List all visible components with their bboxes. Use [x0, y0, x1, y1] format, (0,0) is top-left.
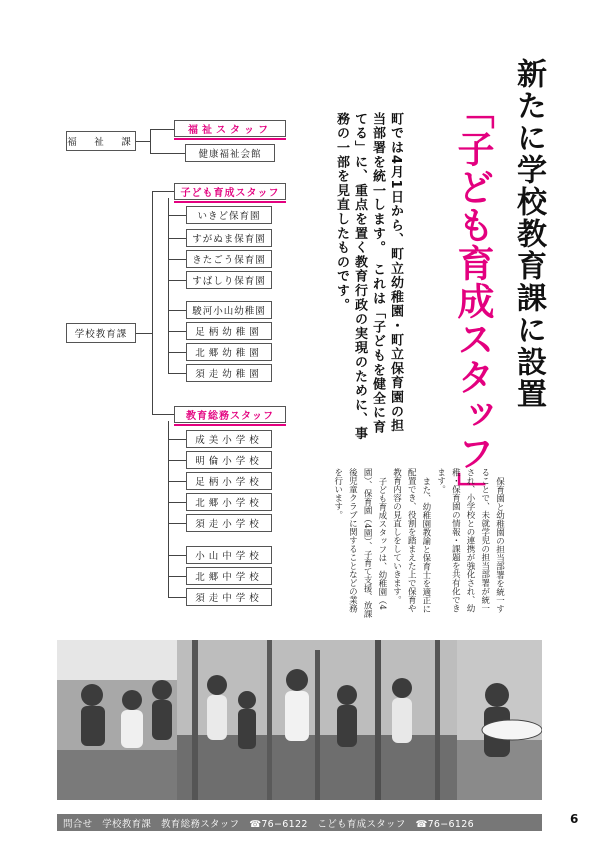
org-box-hoikuen: いきど保育園: [186, 206, 272, 224]
page-title: 新たに学校教育課に設置: [511, 58, 546, 410]
org-box-shogakko: 明倫小学校: [186, 451, 272, 469]
contact-footer: 問合せ 学校教育課 教育総務スタッフ ☎76−6122 こども育成スタッフ ☎76−6126: [57, 814, 542, 831]
body-paragraph-2: また、幼稚園教諭と保育士を適正に配置でき、役割を踏まえた上で保育や教育内容の見直しをしていきます。: [391, 468, 431, 613]
org-box-chugakko: 須走中学校: [186, 588, 272, 606]
body-text: [330, 468, 506, 620]
section-highlight-title: 「子ども育成スタッフ」: [451, 92, 495, 510]
children-photo: [57, 640, 542, 800]
page-number: 6: [570, 812, 579, 826]
org-box-shogakko: 足柄小学校: [186, 472, 272, 490]
org-box-hoikuen: すばしり保育園: [186, 271, 272, 289]
org-box-kenko-center: 健康福祉会館: [185, 144, 275, 162]
org-box-yochien: 北郷幼稚園: [186, 343, 272, 361]
lead-paragraph: 町では4月1日から、町立幼稚園・町立保育園の担当部署を統一します。 これは「子どもを健全に育てる」に、重点を置く教育行政の実現のために、事務の一部を見直したものです。: [334, 112, 403, 441]
org-box-yochien: 駿河小山幼稚園: [186, 301, 272, 319]
org-box-chugakko: 小山中学校: [186, 546, 272, 564]
org-box-gakko-kyoiku-ka: 学校教育課: [66, 323, 136, 343]
org-box-somu-staff: 教育総務スタッフ: [174, 406, 286, 423]
org-box-hoikuen: すがぬま保育園: [186, 229, 272, 247]
org-box-yochien: 須走幼稚園: [186, 364, 272, 382]
org-box-kodomo-staff: 子ども育成スタッフ: [174, 183, 286, 200]
org-box-shogakko: 北郷小学校: [186, 493, 272, 511]
org-box-fukushi-ka: 福 祉 課: [66, 131, 136, 151]
org-box-hoikuen: きたごう保育園: [186, 250, 272, 268]
org-box-fukushi-staff: 福祉スタッフ: [174, 120, 286, 137]
org-box-chugakko: 北郷中学校: [186, 567, 272, 585]
body-paragraph-3: 子ども育成スタッフは、幼稚園（4園）、保育園（4園）、子育て支援、放課後児童クラブに関することなどの業務を行います。: [332, 468, 387, 618]
org-box-yochien: 足柄幼稚園: [186, 322, 272, 340]
org-box-shogakko: 須走小学校: [186, 514, 272, 532]
org-box-shogakko: 成美小学校: [186, 430, 272, 448]
body-paragraph-1: 保育園と幼稚園の担当部署を統一することで、未就学児の担当部署が統一され、小学校との連携が強化され、幼稚・保育園の情報・課題を共有化できます。: [435, 468, 505, 613]
